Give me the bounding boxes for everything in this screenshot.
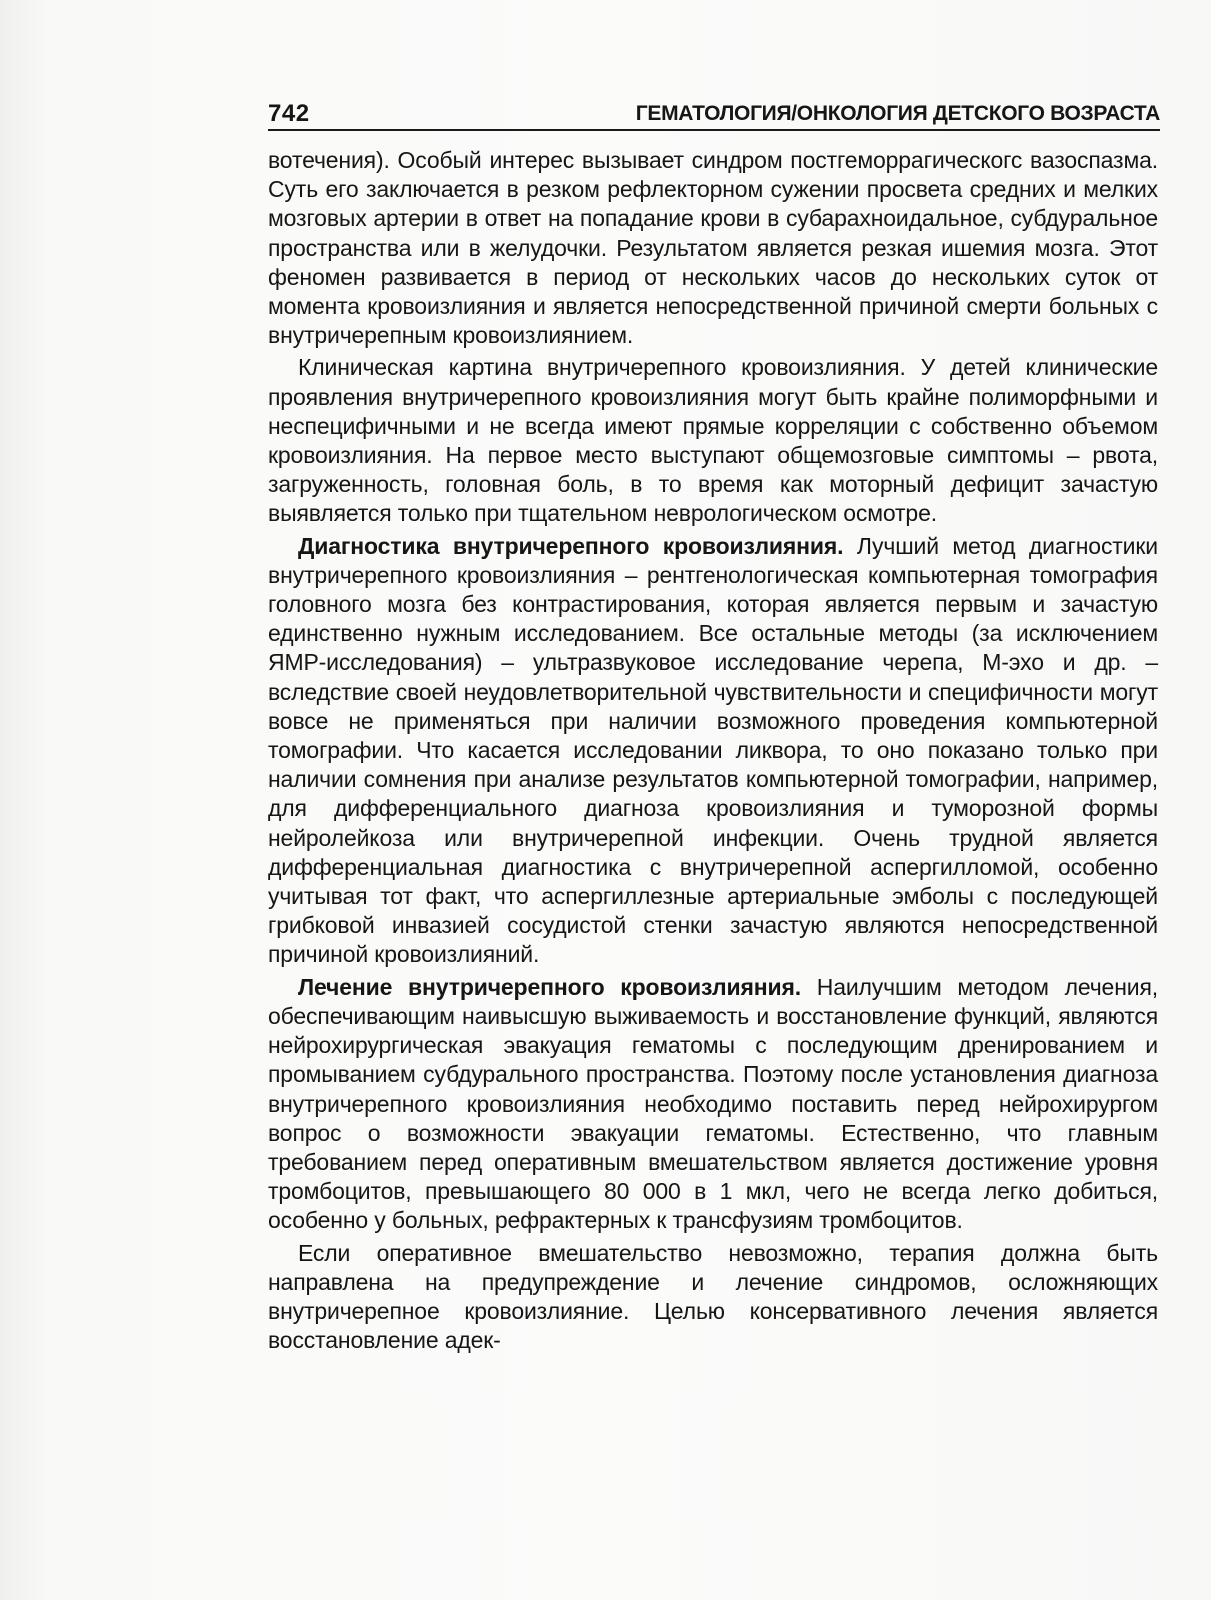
page-number: 742 [268,100,310,127]
paragraph-lead-heading: Диагностика внутричерепного кровоизлияния. [298,532,844,559]
running-header [268,95,1160,131]
paragraph-text: вотечения). Особый интерес вызывает синдром постгеморрагическогс вазоспазма. Суть его заключается в резком рефлекторном сужении просвета средних и мелких мозговых артерии в ответ на попадание крови в субарахноидальное, субдуральное пространства или в желудочки. Результатом является резкая ишемия мозга. Этот феномен развивается в период от нескольких часов до нескольких суток от момента кровоизлияния и является непосредственной причиной смерти больных с внутричерепным кровоизлиянием. [268,147,1158,349]
body-text [268,146,1158,1358]
paragraph-conservative [268,1239,1158,1356]
paragraph-text: Наилучшим методом лечения, обеспечивающим наивысшую выживаемость и восстановление функций, являются нейрохирургическая эвакуация гематомы с последующим дренированием и промыванием субдурального пространства. Поэтому после установления диагноза внутричерепного кровоизлияния необходимо поставить перед нейрохирургом вопрос о возможности эвакуации гематомы. Естественно, что главным требованием перед оперативным вмешательством является достижение уровня тромбоцитов, превышающего 80 000 в 1 мкл, чего не всегда легко добиться, особенно у больных, рефрактерных к трансфузиям тромбоцитов. [268,973,1158,1234]
paragraph-text: Лучший метод диагностики внутричерепного кровоизлияния – рентгенологическая компьютерная томография головного мозга без контрастирования, которая является первым и зачастую единственно нужным исследованием. Все остальные методы (за исключением ЯМР-исследования) – ультразвуковое исследование черепа, М-эхо и др. – вследствие своей неудовлетворительной чувствительности и специфичности могут вовсе не применяться при наличии возможного проведения компьютерной томографии. Что касается исследовании ликвора, то оно показано только при наличии сомнения при анализе результатов компьютерной томографии, например, для дифференциального диагноза кровоизлияния и туморозной формы нейролейкоза или внутричерепной инфекции. Очень трудной является дифференциальная диагностика с внутричерепной аспергилломой, особенно учитывая тот факт, что аспергиллезные артериальные эмболы с последующей грибковой инвазией сосудистой стенки зачастую являются непосредственной причиной кровоизлияний. [268,532,1158,968]
paragraph-continuation [268,146,1158,350]
paragraph-clinical-picture [268,353,1158,528]
paragraph-diagnostics [268,532,1158,970]
paragraph-text: Если оперативное вмешательство невозможно, терапия должна быть направлена на предупреждение и лечение синдромов, осложняющих внутричерепное кровоизлияние. Целью консервативного лечения является восстановление адек- [268,1239,1158,1354]
paragraph-treatment [268,973,1158,1236]
paragraph-lead-heading: Лечение внутричерепного кровоизлияния. [298,973,801,1000]
paragraph-text: Клиническая картина внутричерепного кровоизлияния. У детей клинические проявления внутричерепного кровоизлияния могут быть крайне полиморфными и неспецифичными и не всегда имеют прямые корреляции с собственно объемом кровоизлияния. На первое место выступают общемозговые симптомы – рвота, загруженность, головная боль, в то время как моторный дефицит зачастую выявляется только при тщательном неврологическом осмотре. [268,354,1158,527]
running-title: ГЕМАТОЛОГИЯ/ОНКОЛОГИЯ ДЕТСКОГО ВОЗРАСТА [635,102,1160,125]
